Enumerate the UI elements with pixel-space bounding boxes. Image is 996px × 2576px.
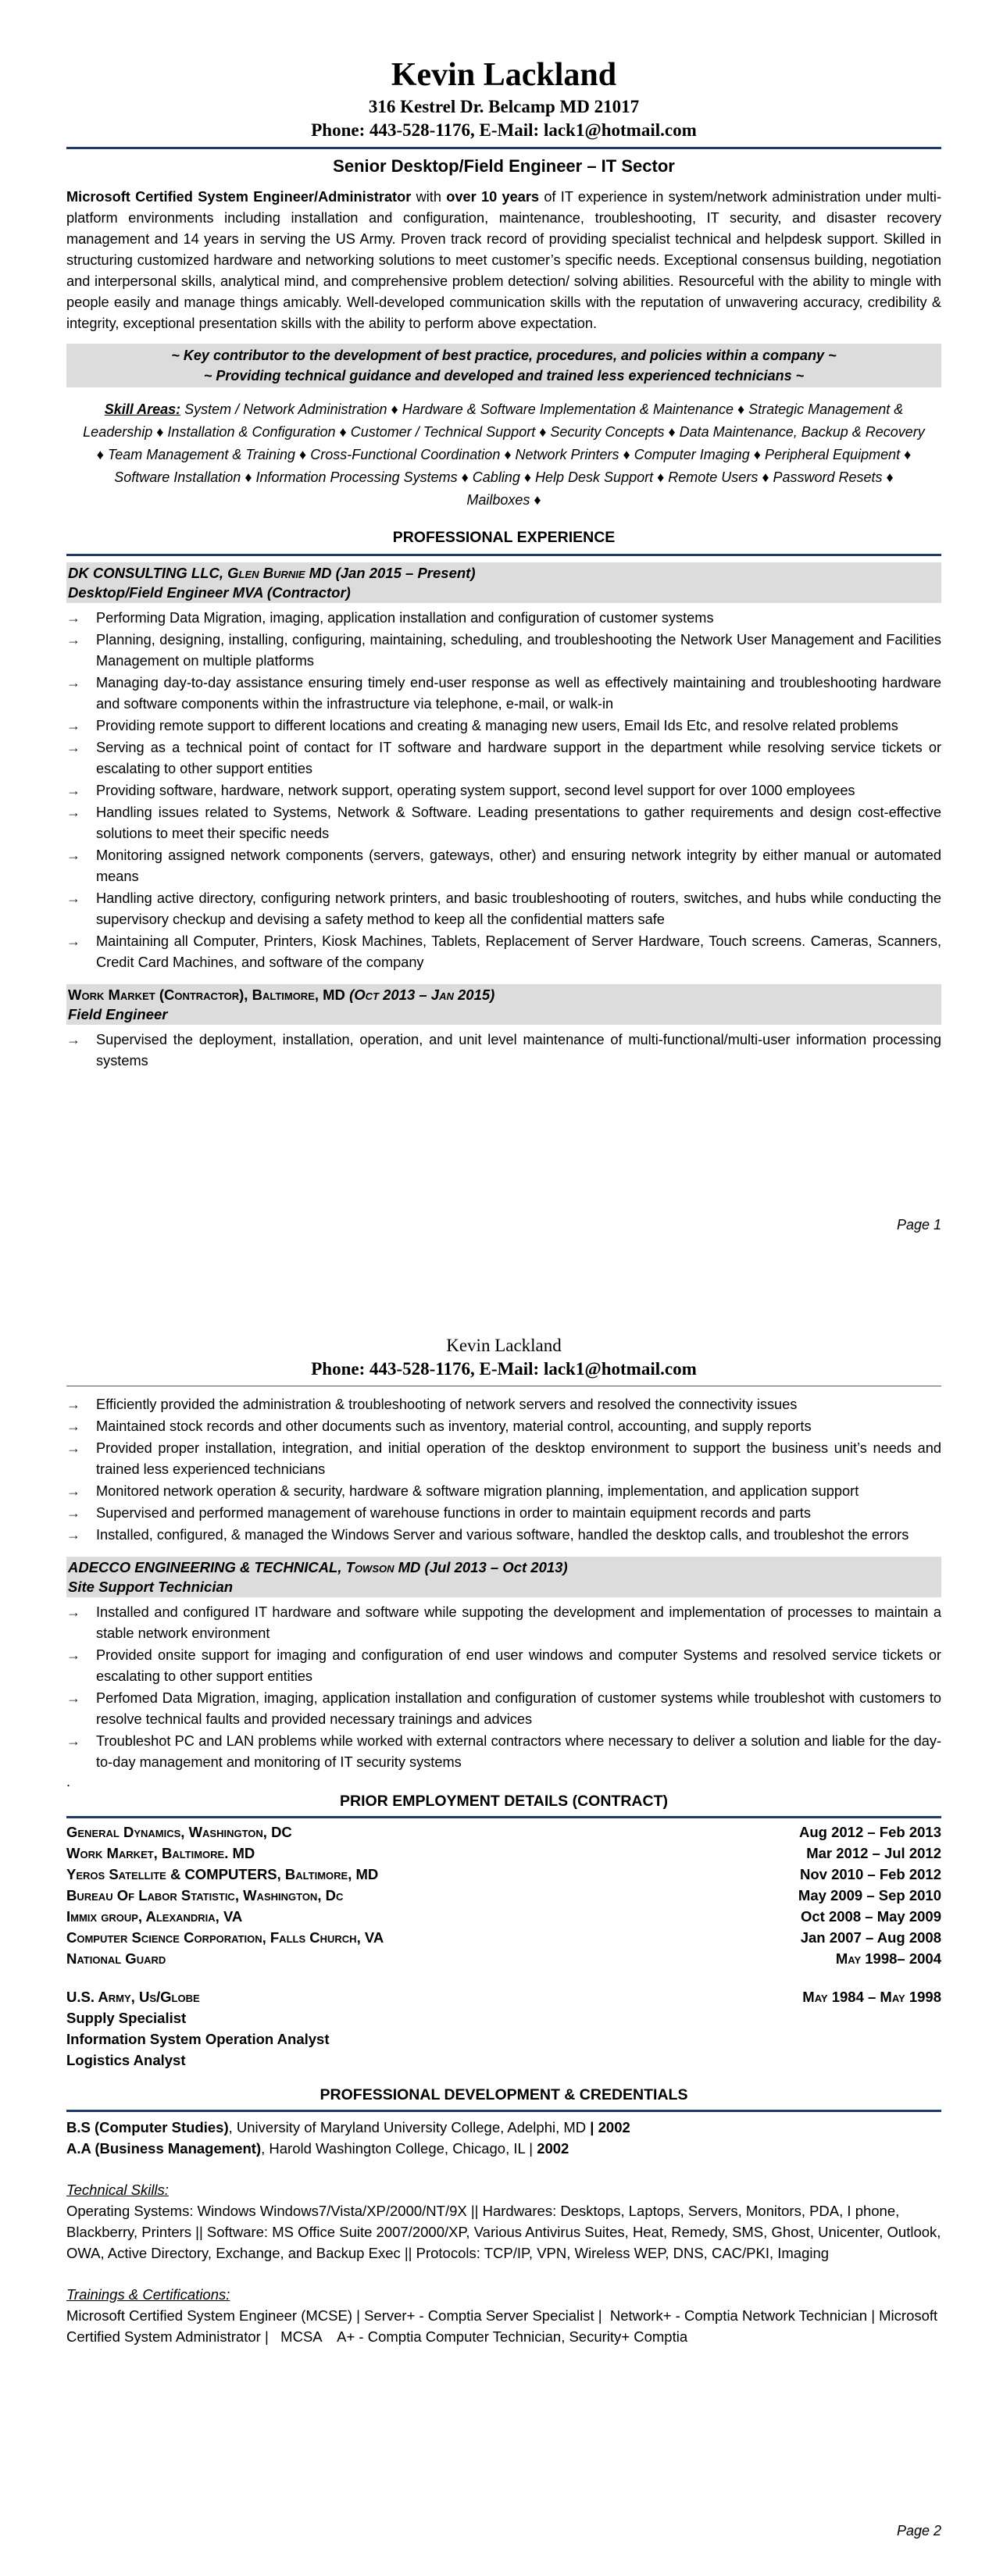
- section-heading-prior-employment: PRIOR EMPLOYMENT DETAILS (CONTRACT): [340, 1793, 668, 1810]
- skill-areas: [82, 398, 926, 512]
- arrow-right-icon: →: [66, 1604, 80, 1620]
- highlights-box: [66, 344, 941, 387]
- job-bullets: [66, 1029, 941, 1072]
- resume-page-2: [66, 1334, 941, 2347]
- arrow-right-icon: →: [66, 1647, 80, 1663]
- section-rule: [66, 1816, 941, 1818]
- job-company: DK CONSULTING LLC,: [68, 565, 228, 581]
- arrow-right-icon: →: [66, 1418, 80, 1434]
- job-bullets: [66, 608, 941, 973]
- army-role: Information System Operation Analyst: [66, 2031, 330, 2047]
- job-dates: MD (Jul 2013 – Oct 2013): [394, 1559, 568, 1575]
- list-item: → Providing remote support to different locations and creating & managing new users, Email Ids Etc, and resolve related problems: [66, 715, 941, 737]
- certifications-text: Microsoft Certified System Engineer (MCSE) | Server+ - Comptia Server Specialist | Network+ - Comptia Network Technician | Microsoft Certified System Administrator | MCSA A+ - Comptia Computer Technician, Security+ Comptia: [66, 2307, 942, 2345]
- job-dates: MD (Jan 2015 – Present): [305, 565, 476, 581]
- job-role: Field Engineer: [68, 1006, 168, 1022]
- section-rule: [66, 2110, 941, 2112]
- arrow-right-icon: →: [66, 1733, 80, 1749]
- contact-line: Phone: 443-528-1176, E-Mail: lack1@hotmail.com: [311, 120, 697, 140]
- job-location: Glen Burnie: [227, 565, 305, 581]
- section-heading-experience: PROFESSIONAL EXPERIENCE: [392, 529, 616, 546]
- job-role: Site Support Technician: [68, 1579, 234, 1595]
- arrow-right-icon: →: [66, 847, 80, 863]
- table-row: Yeros Satellite & COMPUTERS, Baltimore, MD Nov 2010 – Feb 2012: [66, 1866, 941, 1882]
- arrow-right-icon: →: [66, 1483, 80, 1499]
- table-row: General Dynamics, Washington, DC Aug 2012 – Feb 2013: [66, 1824, 941, 1840]
- arrow-right-icon: →: [66, 1690, 80, 1706]
- list-item: → Monitored network operation & security, hardware & software migration planning, implementation, and application support: [66, 1481, 941, 1502]
- army-service: [66, 1986, 941, 2071]
- list-item: → Maintained stock records and other documents such as inventory, material control, accounting, and supply reports: [66, 1416, 941, 1437]
- education-item: B.S (Computer Studies), University of Maryland University College, Adelphi, MD | 2002: [66, 2119, 630, 2135]
- arrow-right-icon: →: [66, 718, 80, 733]
- list-item: → Installed and configured IT hardware and software while suppoting the development and implementation of processes to maintain a stable network environment: [66, 1602, 941, 1644]
- summary-text: of IT experience in system/network administration under multi-platform environments including installation and configuration, maintenance, troubleshooting, IT security, and disaster recovery management and 14 years in serving the US Army. Proven track record of providing specialist technical and helpdesk support. Skilled in structuring customized hardware and networking solutions to meet customer’s specific needs. Exceptional consensus building, negotiation and interpersonal skills, analytical mind, and comprehensive problem detection/ solving abilities. Resourceful with the ability to mingle with people easily and manage things amicably. Well-developed communication skills with the reputation of unwavering accuracy, credibility & integrity, exceptional presentation skills with the ability to perform above expectation.: [66, 189, 942, 331]
- resume-page-1: [66, 55, 941, 1072]
- list-item: → Troubleshot PC and LAN problems while worked with external contractors where necessary to deliver a solution and liable for the day-to-day management and monitoring of IT security systems: [66, 1731, 941, 1773]
- section-rule: [66, 554, 941, 556]
- arrow-right-icon: →: [66, 933, 80, 949]
- list-item: → Provided onsite support for imaging and configuration of end user windows and computer Systems and resolved service tickets or escalating to other support entities: [66, 1645, 941, 1687]
- address: 316 Kestrel Dr. Belcamp MD 21017: [368, 97, 640, 116]
- job-header-adecco: [66, 1557, 941, 1597]
- list-item: → Managing day-to-day assistance ensuring timely end-user response as well as effectively maintaining and troubleshooting hardware and software components within the infrastructure via telephone, e-mail, or walk-in: [66, 673, 941, 715]
- job-location: Towson: [345, 1559, 394, 1575]
- list-item: → Planning, designing, installing, configuring, maintaining, scheduling, and troubleshooting the Network User Management and Facilities Management on multiple platforms: [66, 630, 941, 672]
- page-number: Page 1: [896, 1217, 941, 1233]
- job-bullets-continued: [66, 1394, 941, 1546]
- arrow-right-icon: →: [66, 740, 80, 755]
- arrow-right-icon: →: [66, 783, 80, 798]
- arrow-right-icon: →: [66, 805, 80, 820]
- summary-years: over 10 years: [446, 189, 540, 205]
- arrow-right-icon: →: [66, 1527, 80, 1543]
- arrow-right-icon: →: [66, 1397, 80, 1412]
- job-role: Desktop/Field Engineer MVA (Contractor): [68, 584, 351, 601]
- prior-employment-list: [66, 1821, 941, 1969]
- summary-text: with: [411, 189, 447, 205]
- job-company: ADECCO ENGINEERING & TECHNICAL,: [68, 1559, 346, 1575]
- list-item: → Handling active directory, configuring network printers, and basic troubleshooting of routers, switches, and hubs while conducting the supervisory checkup and devising a safety method to keep all the confidential matters safe: [66, 888, 941, 930]
- arrow-right-icon: →: [66, 1032, 80, 1047]
- arrow-right-icon: →: [66, 890, 80, 906]
- table-row: Work Market, Baltimore. MD Mar 2012 – Jul 2012: [66, 1845, 941, 1861]
- highlight-line: ~ Providing technical guidance and developed and trained less experienced technicians ~: [203, 368, 805, 384]
- section-heading-development: PROFESSIONAL DEVELOPMENT & CREDENTIALS: [320, 2086, 688, 2103]
- job-company-line: [68, 1557, 940, 1577]
- job-company-line: [68, 563, 940, 583]
- list-item: → Performing Data Migration, imaging, application installation and configuration of customer systems: [66, 608, 941, 629]
- certifications-label: Trainings & Certifications:: [66, 2286, 230, 2303]
- arrow-right-icon: →: [66, 610, 80, 626]
- list-item: → Efficiently provided the administration & troubleshooting of network servers and resolved the connectivity issues: [66, 1394, 941, 1415]
- contact-line: Phone: 443-528-1176, E-Mail: lack1@hotmail.com: [311, 1359, 697, 1379]
- job-company-line: [68, 985, 940, 1004]
- job-header-dk-consulting: [66, 562, 941, 603]
- arrow-right-icon: →: [66, 632, 80, 648]
- page-number: Page 2: [896, 2523, 941, 2539]
- table-row: Immix group, Alexandria, VA Oct 2008 – May 2009: [66, 1908, 941, 1925]
- highlight-line: ~ Key contributor to the development of best practice, procedures, and policies within a company ~: [171, 348, 837, 363]
- candidate-name: Kevin Lackland: [446, 1336, 562, 1355]
- table-row: Bureau Of Labor Statistic, Washington, Dc May 2009 – Sep 2010: [66, 1887, 941, 1903]
- job-bullets: [66, 1602, 941, 1773]
- army-role: Supply Specialist: [66, 2010, 187, 2026]
- list-item: → Perfomed Data Migration, imaging, application installation and configuration of customer systems while troubleshot with customers to resolve technical faults and provided necessary trainings and advices: [66, 1688, 941, 1730]
- education-item: A.A (Business Management), Harold Washington College, Chicago, IL | 2002: [66, 2140, 569, 2157]
- summary-cert: Microsoft Certified System Engineer/Administrator: [66, 189, 412, 205]
- technical-skills-label: Technical Skills:: [66, 2182, 169, 2198]
- table-row: U.S. Army, Us/Globe May 1984 – May 1998: [66, 1989, 941, 2005]
- table-row: National Guard May 1998– 2004: [66, 1950, 941, 1967]
- list-item: → Supervised and performed management of warehouse functions in order to maintain equipment records and parts: [66, 1503, 941, 1524]
- job-company: Work Market (Contractor), Baltimore, MD: [68, 987, 350, 1003]
- arrow-right-icon: →: [66, 675, 80, 690]
- arrow-right-icon: →: [66, 1505, 80, 1521]
- job-header-work-market: [66, 984, 941, 1025]
- header-rule: [66, 147, 941, 149]
- list-item: → Provided proper installation, integration, and initial operation of the desktop environment to support the business unit’s needs and trained less experienced technicians: [66, 1438, 941, 1480]
- list-item: → Serving as a technical point of contact for IT software and hardware support in the department while resolving service tickets or escalating to other support entities: [66, 737, 941, 780]
- education-list: [66, 2117, 941, 2159]
- army-role: Logistics Analyst: [66, 2052, 186, 2068]
- table-row: Computer Science Corporation, Falls Church, VA Jan 2007 – Aug 2008: [66, 1929, 941, 1946]
- list-item: → Handling issues related to Systems, Network & Software. Leading presentations to gather requirements and design cost-effective solutions to meet their specific needs: [66, 802, 941, 844]
- list-item: → Maintaining all Computer, Printers, Kiosk Machines, Tablets, Replacement of Server Hardware, Touch screens. Cameras, Scanners, Credit Card Machines, and software of the company: [66, 931, 941, 973]
- list-item: → Monitoring assigned network components (servers, gateways, other) and ensuring network integrity by either manual or automated means: [66, 845, 941, 887]
- technical-skills-text: Operating Systems: Windows Windows7/Vista/XP/2000/NT/9X || Hardwares: Desktops, Laptops, Servers, Monitors, PDA, I phone, Blackberry, Printers || Software: MS Office Suite 2007/2000/XP, Various Antivirus Suites, Heat, Remedy, SMS, Ghost, Unicenter, Outlook, OWA, Active Directory, Exchange, and Backup Exec || Protocols: TCP/IP, VPN, Wireless WEP, DNS, CAC/PKI, Imaging: [66, 2203, 941, 2261]
- list-item: → Supervised the deployment, installation, operation, and unit level maintenance of multi-functional/multi-user information processing systems: [66, 1029, 941, 1072]
- arrow-right-icon: →: [66, 1440, 80, 1456]
- job-dates: (Oct 2013 – Jan 2015): [349, 987, 495, 1003]
- list-item: → Providing software, hardware, network support, operating system support, second level support for over 1000 employees: [66, 780, 941, 801]
- list-item: → Installed, configured, & managed the Windows Server and various software, handled the desktop calls, and troubleshot the errors: [66, 1525, 941, 1546]
- summary-paragraph: [66, 187, 941, 334]
- resume-title: Senior Desktop/Field Engineer – IT Sector: [333, 156, 675, 176]
- candidate-name: Kevin Lackland: [391, 57, 617, 93]
- skill-areas-label: Skill Areas:: [104, 401, 181, 417]
- skill-areas-list: System / Network Administration ♦ Hardware & Software Implementation & Maintenance ♦ Strategic Management & Leadership ♦ Installation & Configuration ♦ Customer / Technical Support ♦ Security Concepts ♦ Data Maintenance, Backup & Recovery ♦ Team Management & Training ♦ Cross-Functional Coordination ♦ Network Printers ♦ Computer Imaging ♦ Peripheral Equipment ♦ Software Installation ♦ Information Processing Systems ♦ Cabling ♦ Help Desk Support ♦ Remote Users ♦ Password Resets ♦ Mailboxes ♦: [83, 401, 925, 508]
- stray-dot: .: [66, 1774, 71, 1789]
